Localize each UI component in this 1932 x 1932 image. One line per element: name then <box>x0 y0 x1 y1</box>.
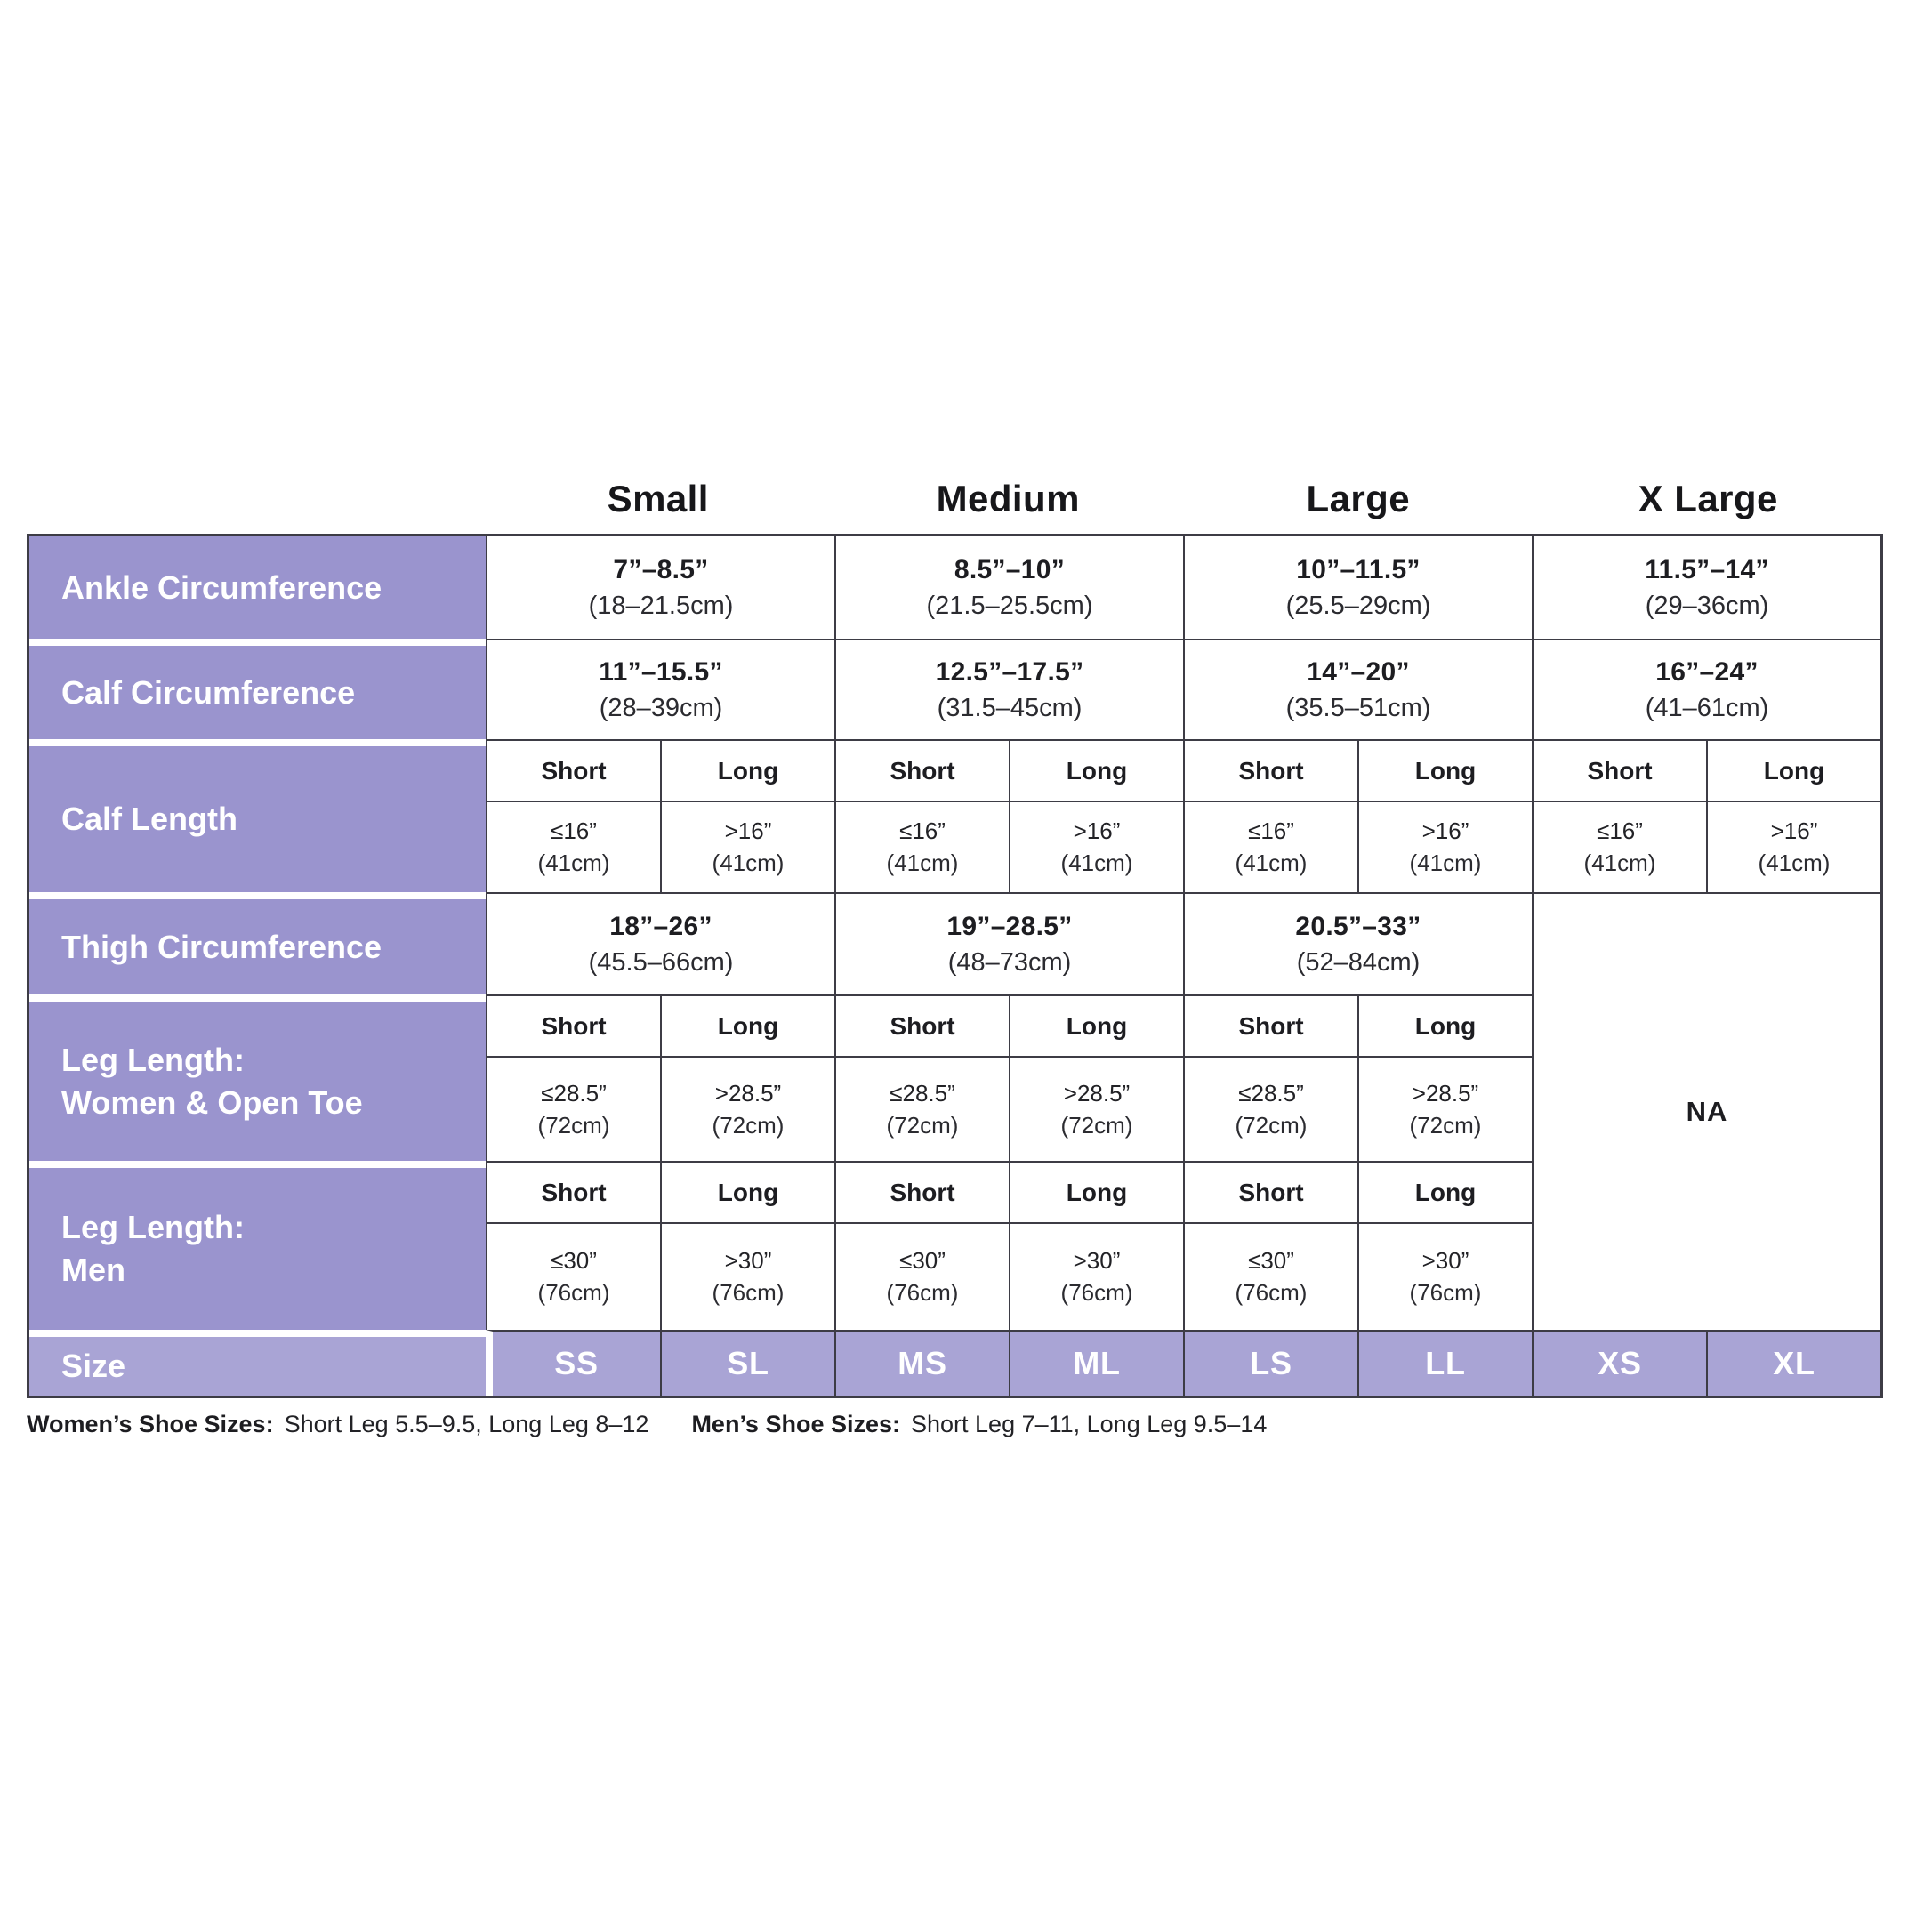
value-cm: (21.5–25.5cm) <box>926 591 1093 620</box>
value-inches: 20.5”–33” <box>1295 911 1421 941</box>
subheader-long: Long <box>1706 739 1880 801</box>
value-inches: 8.5”–10” <box>954 554 1066 584</box>
leg-men-value-cell: >30” (76cm) <box>1009 1222 1183 1330</box>
thigh-small-cell <box>486 892 834 994</box>
col-header-large: Large <box>1306 478 1410 519</box>
calf-length-value-cell: ≤16” (41cm) <box>1532 801 1706 892</box>
value-cm: (41–61cm) <box>1645 693 1769 722</box>
xlarge-na-cell: NA <box>1532 892 1880 1330</box>
value-inches: 18”–26” <box>609 911 712 941</box>
value-cm: (45.5–66cm) <box>588 947 734 977</box>
subheader-short: Short <box>834 1161 1009 1222</box>
calf-circ-small-cell <box>486 639 834 739</box>
row-label-ankle-circumference <box>29 536 486 639</box>
thigh-large-cell <box>1183 892 1532 994</box>
size-code-sl: SL <box>660 1330 834 1396</box>
size-code-ls: LS <box>1183 1330 1357 1396</box>
subheader-long: Long <box>1357 1161 1532 1222</box>
size-code-ll: LL <box>1357 1330 1532 1396</box>
header-spacer <box>27 471 483 527</box>
leg-men-value-cell: >30” (76cm) <box>1357 1222 1532 1330</box>
row-label-calf-length <box>29 739 486 892</box>
size-code-xl: XL <box>1706 1330 1880 1396</box>
row-label-text: Thigh Circumference <box>61 928 382 965</box>
leg-women-value-cell: ≤28.5” (72cm) <box>834 1056 1009 1161</box>
value-inches: 10”–11.5” <box>1296 554 1421 584</box>
calf-circ-medium-cell <box>834 639 1183 739</box>
leg-women-value-cell: ≤28.5” (72cm) <box>486 1056 660 1161</box>
size-code-ss: SS <box>486 1330 660 1396</box>
subheader-short: Short <box>1532 739 1706 801</box>
size-code-ms: MS <box>834 1330 1009 1396</box>
leg-women-value-cell: ≤28.5” (72cm) <box>1183 1056 1357 1161</box>
subheader-long: Long <box>1009 994 1183 1056</box>
subheader-short: Short <box>1183 739 1357 801</box>
calf-length-value-cell: >16” (41cm) <box>660 801 834 892</box>
value-inches: 11.5”–14” <box>1645 554 1769 584</box>
value-cm: (31.5–45cm) <box>937 693 1083 722</box>
subheader-long: Long <box>1009 1161 1183 1222</box>
row-label-text: Calf Length <box>61 801 237 838</box>
row-label-line1: Leg Length: <box>61 1041 245 1078</box>
womens-shoe-sizes-label: Women’s Shoe Sizes: <box>27 1411 274 1437</box>
value-cm: (25.5–29cm) <box>1285 591 1431 620</box>
value-cm: (35.5–51cm) <box>1285 693 1431 722</box>
calf-length-value-cell: >16” (41cm) <box>1009 801 1183 892</box>
calf-length-value-cell: ≤16” (41cm) <box>1183 801 1357 892</box>
leg-women-value-cell: >28.5” (72cm) <box>1357 1056 1532 1161</box>
value-cm: (28–39cm) <box>599 693 723 722</box>
leg-men-value-cell: >30” (76cm) <box>660 1222 834 1330</box>
subheader-long: Long <box>660 1161 834 1222</box>
subheader-long: Long <box>660 994 834 1056</box>
row-label-text: Calf Circumference <box>61 673 356 711</box>
size-code-xs: XS <box>1532 1330 1706 1396</box>
thigh-medium-cell <box>834 892 1183 994</box>
sizing-table <box>27 534 1883 1398</box>
ankle-large-cell <box>1183 536 1532 639</box>
subheader-short: Short <box>834 739 1009 801</box>
subheader-short: Short <box>1183 1161 1357 1222</box>
col-header-small: Small <box>607 478 709 519</box>
row-label-line2: Men <box>61 1252 125 1288</box>
ankle-medium-cell <box>834 536 1183 639</box>
ankle-xlarge-cell <box>1532 536 1880 639</box>
calf-length-value-cell: >16” (41cm) <box>1357 801 1532 892</box>
subheader-long: Long <box>1009 739 1183 801</box>
value-inches: 14”–20” <box>1307 656 1410 687</box>
value-cm: (52–84cm) <box>1296 947 1421 977</box>
leg-women-value-cell: >28.5” (72cm) <box>1009 1056 1183 1161</box>
row-label-text: Ankle Circumference <box>61 568 382 606</box>
row-label-leg-length-women <box>29 994 486 1161</box>
subheader-short: Short <box>1183 994 1357 1056</box>
shoe-sizes-note <box>27 1411 1895 1438</box>
row-label-calf-circumference <box>29 639 486 739</box>
value-cm: (48–73cm) <box>947 947 1072 977</box>
row-label-leg-length-men <box>29 1161 486 1330</box>
mens-shoe-sizes-text: Short Leg 7–11, Long Leg 9.5–14 <box>911 1411 1268 1437</box>
womens-shoe-sizes-text: Short Leg 5.5–9.5, Long Leg 8–12 <box>284 1411 649 1437</box>
ankle-small-cell <box>486 536 834 639</box>
calf-length-value-cell: ≤16” (41cm) <box>834 801 1009 892</box>
value-inches: 16”–24” <box>1655 656 1759 687</box>
calf-length-value-cell: >16” (41cm) <box>1706 801 1880 892</box>
subheader-short: Short <box>834 994 1009 1056</box>
leg-women-value-cell: >28.5” (72cm) <box>660 1056 834 1161</box>
row-label-line1: Leg Length: <box>61 1209 245 1246</box>
subheader-short: Short <box>486 1161 660 1222</box>
mens-shoe-sizes-label: Men’s Shoe Sizes: <box>691 1411 900 1437</box>
subheader-short: Short <box>486 994 660 1056</box>
value-inches: 11”–15.5” <box>599 656 723 687</box>
size-code-ml: ML <box>1009 1330 1183 1396</box>
col-header-xlarge: X Large <box>1638 478 1778 519</box>
calf-circ-xlarge-cell <box>1532 639 1880 739</box>
calf-circ-large-cell <box>1183 639 1532 739</box>
calf-length-value-cell: ≤16” (41cm) <box>486 801 660 892</box>
row-label-line2: Women & Open Toe <box>61 1083 363 1121</box>
value-cm: (18–21.5cm) <box>588 591 734 620</box>
subheader-long: Long <box>1357 739 1532 801</box>
value-inches: 12.5”–17.5” <box>935 656 1084 687</box>
row-label-size <box>29 1330 486 1396</box>
subheader-short: Short <box>486 739 660 801</box>
column-headers <box>27 471 1883 527</box>
row-label-text: Size <box>61 1348 126 1384</box>
subheader-long: Long <box>1357 994 1532 1056</box>
leg-men-value-cell: ≤30” (76cm) <box>486 1222 660 1330</box>
subheader-long: Long <box>660 739 834 801</box>
col-header-medium: Medium <box>936 478 1080 519</box>
leg-men-value-cell: ≤30” (76cm) <box>834 1222 1009 1330</box>
row-label-thigh-circumference <box>29 892 486 994</box>
value-inches: 7”–8.5” <box>613 554 709 584</box>
leg-men-value-cell: ≤30” (76cm) <box>1183 1222 1357 1330</box>
value-inches: 19”–28.5” <box>946 911 1073 941</box>
value-cm: (29–36cm) <box>1645 591 1769 620</box>
